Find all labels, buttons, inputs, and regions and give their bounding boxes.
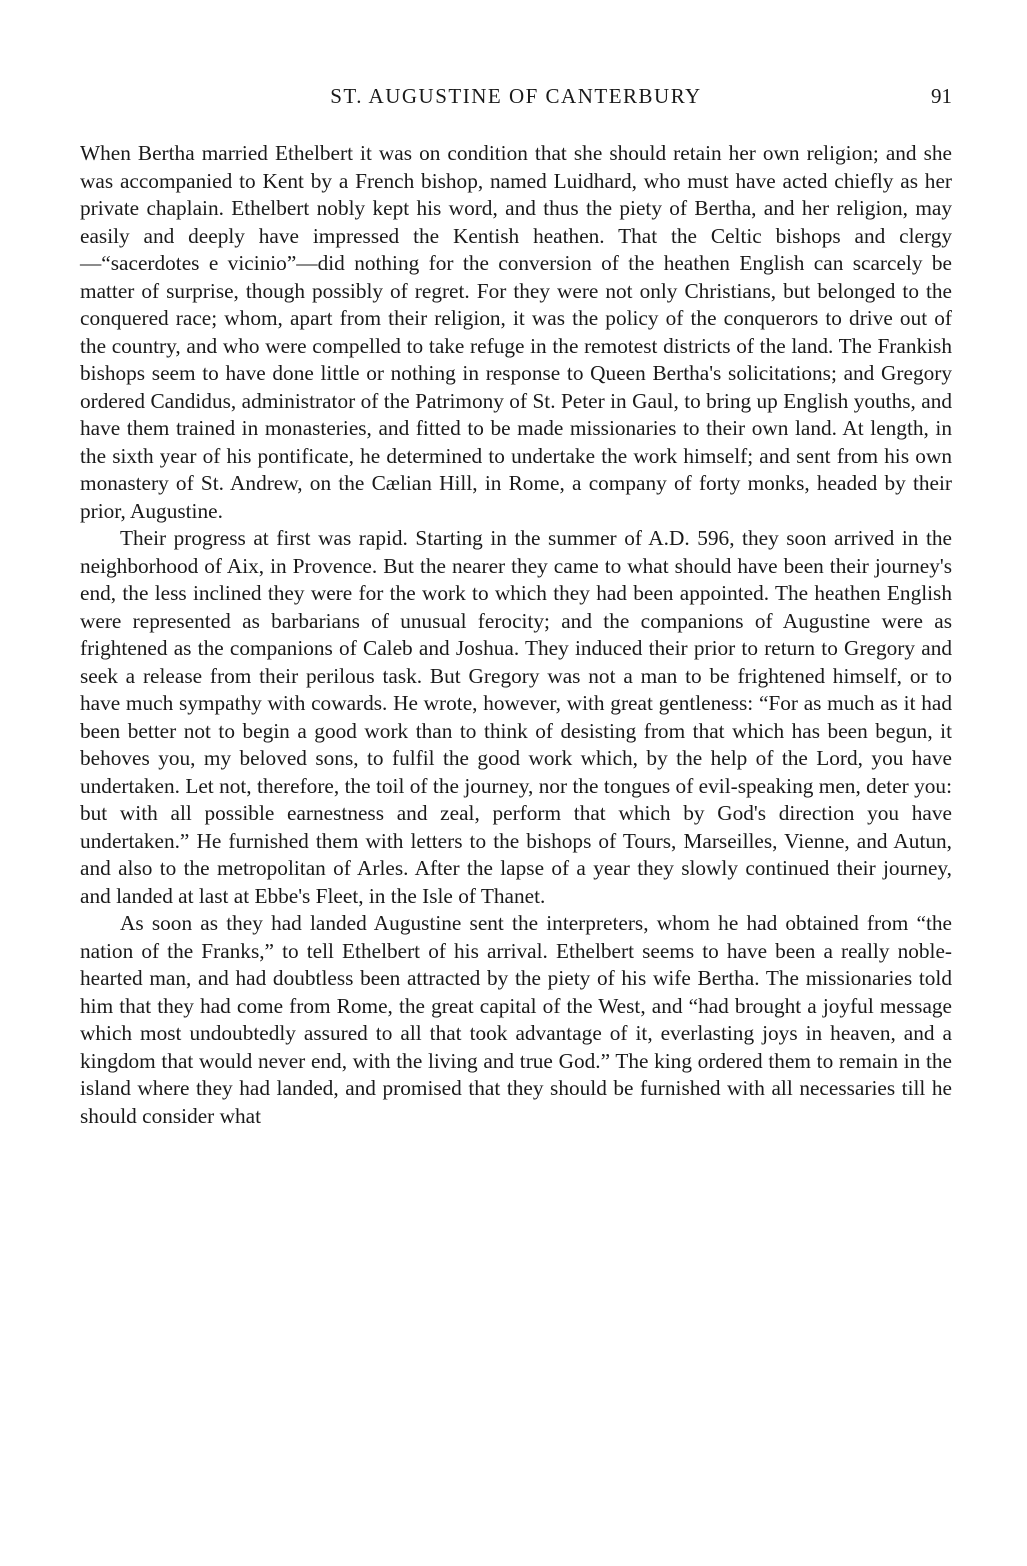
- paragraph-bertha-ethelbert: When Bertha married Ethelbert it was on condition that she should retain her own religion; and she was accompanied to Kent by a French bishop, named Luidhard, who must have acted chiefly as her private chaplain. Ethelbert nobly kept his word, and thus the piety of Bertha, and her religion, may easily and deeply have impressed the Kentish heathen. That the Celtic bishops and clergy —“sacerdotes e vicinio”—did nothing for the conversion of the heathen English can scarcely be matter of surprise, though possibly of regret. For they were not only Christians, but belonged to the conquered race; whom, apart from their religion, it was the policy of the conquerors to drive out of the country, and who were compelled to take refuge in the remotest districts of the land. The Frankish bishops seem to have done little or nothing in response to Queen Bertha's solicitations; and Gregory ordered Candidus, administrator of the Patrimony of St. Peter in Gaul, to bring up English youths, and have them trained in monasteries, and fitted to be made missionaries to their own land. At length, in the sixth year of his pontificate, he determined to undertake the work himself; and sent from his own monastery of St. Andrew, on the Cælian Hill, in Rome, a company of forty monks, headed by their prior, Augustine.: [80, 141, 952, 523]
- book-page: [80, 84, 952, 1130]
- running-head: [80, 84, 952, 122]
- paragraph-landing-thanet: As soon as they had landed Augustine sent the interpreters, whom he had obtained from “the nation of the Franks,” to tell Ethelbert of his arrival. Ethelbert seems to have been a really noble-hearted man, and had doubtless been attracted by the piety of his wife Bertha. The missionaries told him that they had come from Rome, the great capital of the West, and “had brought a joyful message which most undoubtedly assured to all that took advantage of it, everlasting joys in heaven, and a kingdom that would never end, with the living and true God.” The king ordered them to remain in the island where they had landed, and promised that they should be furnished with all necessaries till he should consider what: [80, 911, 952, 1128]
- running-title: ST. AUGUSTINE OF CANTERBURY: [330, 84, 702, 108]
- page-number: 91: [931, 84, 952, 108]
- paragraph-progress-journey: Their progress at first was rapid. Starting in the summer of A.D. 596, they soon arrived in the neighborhood of Aix, in Provence. But the nearer they came to what should have been their journey's end, the less inclined they were for the work to which they had been appointed. The heathen English were represented as barbarians of unusual ferocity; and the companions of Augustine were as frightened as the companions of Caleb and Joshua. They induced their prior to return to Gregory and seek a release from their perilous task. But Gregory was not a man to be frightened himself, or to have much sympathy with cowards. He wrote, however, with great gentleness: “For as much as it had been better not to begin a good work than to think of desisting from that which has been begun, it behoves you, my beloved sons, to fulfil the good work which, by the help of the Lord, you have undertaken. Let not, therefore, the toil of the journey, nor the tongues of evil-speaking men, deter you: but with all possible earnestness and zeal, perform that which by God's direction you have undertaken.” He furnished them with letters to the bishops of Tours, Marseilles, Vienne, and Autun, and also to the metropolitan of Arles. After the lapse of a year they slowly continued their journey, and landed at last at Ebbe's Fleet, in the Isle of Thanet.: [80, 526, 952, 908]
